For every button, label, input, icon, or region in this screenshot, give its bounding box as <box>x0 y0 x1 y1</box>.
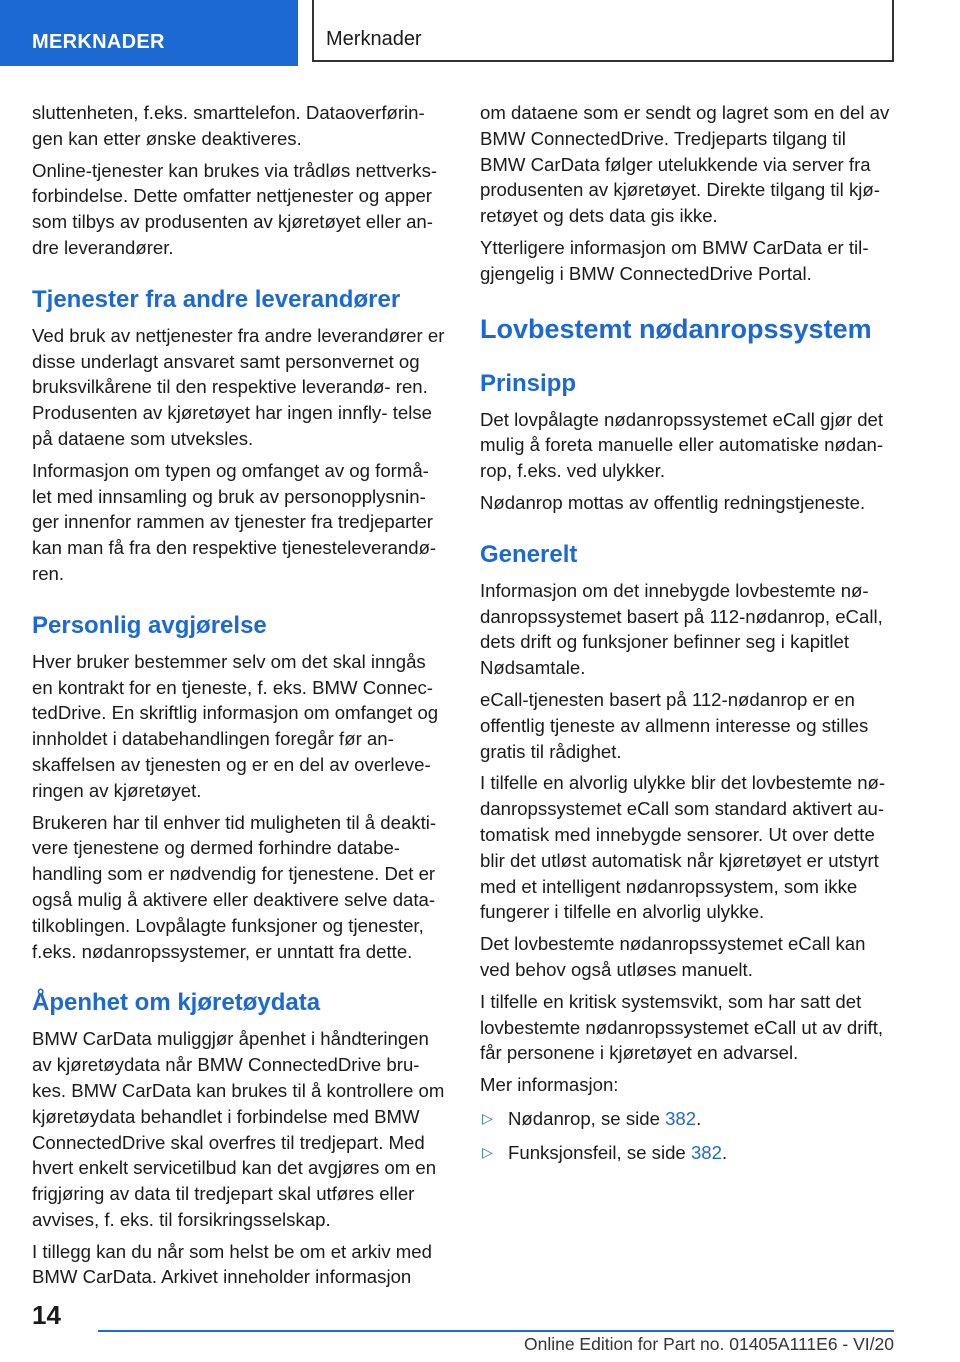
paragraph: Informasjon om det innebygde lovbestemte nø- danropssystemet basert på 112-nødanrop, eCall, dets drift og funksjoner befinner seg i kapitlet Nødsamtale. <box>480 579 883 679</box>
list-item <box>480 1106 896 1132</box>
reference-suffix: . <box>696 1107 702 1129</box>
list-item <box>480 1140 896 1166</box>
paragraph: om dataene som er sendt og lagret som en del av BMW ConnectedDrive. Tredjeparts tilgang til BMW CarData følger utelukkende via server fra produsenten av kjøretøyet. Direkte tilgang til kjø- retøyet og dets data gis ikke. <box>480 102 890 227</box>
left-column <box>32 100 448 1296</box>
paragraph: I tilfelle en kritisk systemsvikt, som har satt det lovbestemte nødanropssystemet eCall ut av drift, får personene i kjøretøyet en advarsel. <box>480 990 884 1064</box>
reference-label: Funksjonsfeil, se side <box>508 1141 691 1163</box>
section-tab: MERKNADER <box>0 0 298 66</box>
paragraph: Hver bruker bestemmer selv om det skal inngås en kontrakt for en tjeneste, f. eks. BMW Connec- tedDrive. En skriftlig informasjon om omfanget og innholdet i databehandlingen foregår før an- skaffelsen av tjenesten og er en del av overleve- ringen av kjøretøyet. <box>32 650 439 801</box>
paragraph: I tillegg kan du når som helst be om et arkiv med BMW CarData. Arkivet inneholder informasjon <box>32 1240 432 1288</box>
paragraph: sluttenheten, f.eks. smarttelefon. Dataoverførin- gen kan etter ønske deaktiveres. <box>32 102 425 149</box>
right-column <box>480 100 896 1174</box>
reference-label: Nødanrop, se side <box>508 1107 666 1129</box>
page-title: Merknader <box>326 28 422 50</box>
reference-list <box>480 1106 896 1166</box>
subsection-heading: Generelt <box>480 540 578 568</box>
subsection-heading: Prinsipp <box>480 369 577 397</box>
subsection-heading: Personlig avgjørelse <box>32 611 267 639</box>
paragraph: BMW CarData muliggjør åpenhet i håndteringen av kjøretøydata når BMW ConnectedDrive bru- kes. BMW CarData kan brukes til å kontrollere om kjøretøydata behandlet i forbindelse med BMW ConnectedDrive skal overfres til tredjepart. Med hvert enkelt servicetilbud kan det avgjøres om en frigjøring av data til tredjepart skal utføres eller avvises, f. eks. til forsikringsselskap. <box>32 1028 445 1230</box>
paragraph: Online-tjenester kan brukes via trådløs nettverks- forbindelse. Dette omfatter nettjenester og apper som tilbys av produsenten av kjøretøyet eller an- dre leverandører. <box>32 159 438 258</box>
triangle-bullet-icon: ▷ <box>482 1109 493 1126</box>
paragraph: Informasjon om typen og omfanget av og formå- let med innsamling og bruk av personopplysnin- ger innenfor rammen av tjenester fra tredjeparter kan man få fra den respektive tjenesteleverandø- ren. <box>32 459 437 584</box>
page-link[interactable]: 382 <box>690 1141 722 1163</box>
subsection-heading: Åpenhet om kjøretøydata <box>32 989 321 1017</box>
section-heading: Lovbestemt nødanropssystem <box>480 313 872 344</box>
footer-divider <box>98 1330 894 1332</box>
paragraph: Ytterligere informasjon om BMW CarData er til- gjengelig i BMW ConnectedDrive Portal. <box>480 236 869 284</box>
paragraph: eCall-tjenesten basert på 112-nødanrop er en offentlig tjeneste av allmenn interesse og stilles gratis til rådighet. <box>480 688 869 762</box>
reference-suffix: . <box>721 1141 728 1163</box>
subsection-heading: Tjenester fra andre leverandører <box>32 285 401 313</box>
paragraph: Ved bruk av nettjenester fra andre leverandører er disse underlagt ansvaret samt personvernet og bruksvilkårene til den respektive leverandø- ren. Produsenten av kjøretøyet har ingen innfly- telse på dataene som utveksles. <box>32 324 445 449</box>
paragraph: I tilfelle en alvorlig ulykke blir det lovbestemte nø- danropssystemet eCall som standard aktivert au- tomatisk med innebygde sensorer. Ut over dette blir det utløst automatisk når kjøretøyet er utstyrt med et intelligent nødanropssystem, som ikke fungerer i tilfelle en alvorlig ulykke. <box>480 772 886 923</box>
footer-edition: Online Edition for Part no. 01405A111E6 - VI/20 <box>523 1334 894 1354</box>
page-link[interactable]: 382 <box>665 1107 697 1129</box>
page-number: 14 <box>32 1300 61 1330</box>
paragraph: Det lovpålagte nødanropssystemet eCall gjør det mulig å foreta manuelle eller automatiske nødan- rop, f.eks. ved ulykker. <box>480 408 884 482</box>
triangle-bullet-icon: ▷ <box>482 1143 493 1160</box>
paragraph: Nødanrop mottas av offentlig redningstjeneste. <box>480 491 866 513</box>
paragraph: Brukeren har til enhver tid muligheten til å deakti- vere tjenestene og dermed forhindre databe- handling som er nødvendig for tjenestene. Det er også mulig å aktivere eller deaktivere selve data- tilkoblingen. Lovpålagte funksjoner og tjenester, f.eks. nødanropssystemer, er unntatt fra dette. <box>32 811 437 962</box>
paragraph: Det lovbestemte nødanropssystemet eCall kan ved behov også utløses manuelt. <box>480 933 866 980</box>
paragraph: Mer informasjon: <box>480 1074 619 1096</box>
page-header <box>0 0 960 66</box>
